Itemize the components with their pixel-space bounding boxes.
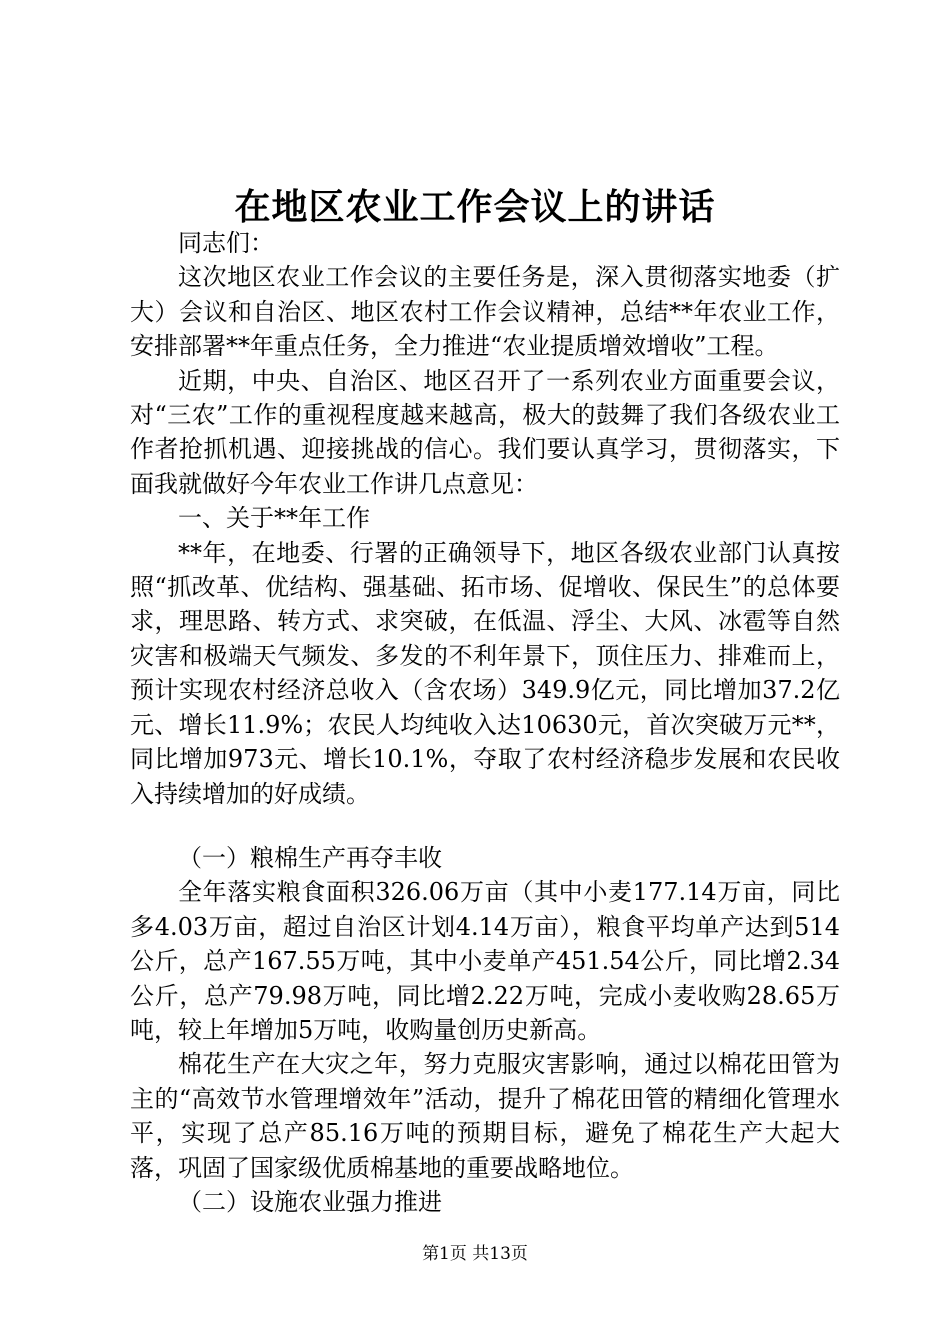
paragraph-intro: 这次地区农业工作会议的主要任务是，深入贯彻落实地委（扩大）会议和自治区、地区农村工作会议精神，总结**年农业工作，安排部署**年重点任务，全力推进“农业提质增效增收”工程。 [130, 263, 840, 361]
salutation: 同志们： [178, 229, 274, 257]
subsection-heading-2: （二）设施农业强力推进 [178, 1187, 442, 1216]
subsection-heading-1: （一）粮棉生产再夺丰收 [178, 843, 442, 872]
paragraph-summary: **年，在地委、行署的正确领导下，地区各级农业部门认真按照“抓改革、优结构、强基础、拓市场、促增收、保民生”的总体要求，理思路、转方式、求突破，在低温、浮尘、大风、冰雹等自然灾害和极端天气频发、多发的不利年景下，顶住压力、排难而上，预计实现农村经济总收入（含农场）349.9亿元，同比增加37.2亿元、增长11.9%；农民人均纯收入达10630元，首次突破万元**，同比增加973元、增长10.1%，夺取了农村经济稳步发展和农民收入持续增加的好成绩。 [130, 538, 840, 808]
document-title: 在地区农业工作会议上的讲话 [234, 186, 716, 228]
paragraph-grain: 全年落实粮食面积326.06万亩（其中小麦177.14万亩，同比多4.03万亩，超过自治区计划4.14万亩），粮食平均单产达到514公斤，总产167.55万吨，其中小麦单产451.54公斤，同比增2.34公斤，总产79.98万吨，同比增2.22万吨，完成小麦收购28.65万吨，较上年增加5万吨，收购量创历史新高。 [130, 878, 840, 1044]
section-heading-1: 一、关于**年工作 [178, 504, 370, 533]
page-footer: 第1页 共13页 [422, 1244, 528, 1264]
paragraph-cotton: 棉花生产在大灾之年，努力克服灾害影响，通过以棉花田管为主的“高效节水管理增效年”活动，提升了棉花田管的精细化管理水平，实现了总产85.16万吨的预期目标，避免了棉花生产大起大落，巩固了国家级优质棉基地的重要战略地位。 [130, 1050, 840, 1182]
paragraph-context: 近期，中央、自治区、地区召开了一系列农业方面重要会议，对“三农”工作的重视程度越来越高，极大的鼓舞了我们各级农业工作者抢抓机遇、迎接挑战的信心。我们要认真学习，贯彻落实，下面我就做好今年农业工作讲几点意见： [130, 366, 840, 498]
document-body [130, 226, 840, 1219]
